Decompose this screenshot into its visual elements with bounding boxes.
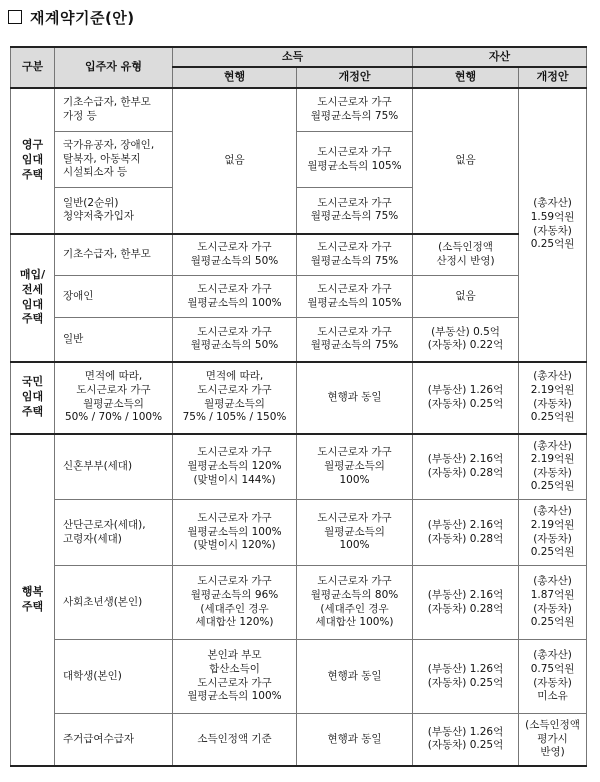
income-revised-cell: 도시근로자 가구 월평균소득의 100% — [297, 500, 413, 566]
header-income-revised: 개정안 — [297, 67, 413, 87]
header-assets: 자산 — [413, 47, 587, 67]
assets-revised-cell: (총자산) 2.19억원 (자동차) 0.25억원 — [519, 500, 587, 566]
header-income-current: 현행 — [173, 67, 297, 87]
header-category: 구분 — [11, 47, 55, 88]
income-revised-cell: 현행과 동일 — [297, 362, 413, 434]
tenant-type-cell: 주거급여수급자 — [55, 714, 173, 766]
tenant-type-cell: 산단근로자(세대), 고령자(세대) — [55, 500, 173, 566]
assets-current-cell: 없음 — [413, 276, 519, 318]
income-current-cell: 도시근로자 가구 월평균소득의 100% — [173, 276, 297, 318]
assets-revised-cell: (총자산) 2.19억원 (자동차) 0.25억원 — [519, 434, 587, 500]
assets-current-cell: (부동산) 0.5억 (자동차) 0.22억 — [413, 318, 519, 362]
tenant-type-cell: 국가유공자, 장애인, 탈북자, 아동복지 시설퇴소자 등 — [55, 132, 173, 188]
income-current-cell: 도시근로자 가구 월평균소득의 50% — [173, 318, 297, 362]
assets-current-cell: (부동산) 1.26억 (자동차) 0.25억 — [413, 714, 519, 766]
tenant-type-cell: 신혼부부(세대) — [55, 434, 173, 500]
tenant-type-cell: 기초수급자, 한부모 — [55, 234, 173, 276]
assets-revised-cell: (총자산) 2.19억원 (자동차) 0.25억원 — [519, 362, 587, 434]
income-revised-cell: 현행과 동일 — [297, 714, 413, 766]
header-assets-current: 현행 — [413, 67, 519, 87]
assets-current-cell: (부동산) 2.16억 (자동차) 0.28억 — [413, 566, 519, 640]
assets-revised-cell: (소득인정액 평가시 반영) — [519, 714, 587, 766]
income-revised-cell: 도시근로자 가구 월평균소득의 100% — [297, 434, 413, 500]
tenant-type-cell: 일반(2순위) 청약저축가입자 — [55, 188, 173, 234]
tenant-type-cell: 장애인 — [55, 276, 173, 318]
document-title — [8, 6, 135, 28]
assets-current-cell: 없음 — [413, 88, 519, 234]
income-current-cell: 도시근로자 가구 월평균소득의 50% — [173, 234, 297, 276]
income-revised-cell: 도시근로자 가구 월평균소득의 80% (세대주인 경우 세대합산 100%) — [297, 566, 413, 640]
income-current-cell: 없음 — [173, 88, 297, 234]
assets-revised-cell: (총자산) 0.75억원 (자동차) 미소유 — [519, 640, 587, 714]
title-text: 재계약기준(안) — [30, 8, 135, 27]
tenant-type-cell: 면적에 따라, 도시근로자 가구 월평균소득의 50% / 70% / 100% — [55, 362, 173, 434]
assets-current-cell: (부동산) 2.16억 (자동차) 0.28억 — [413, 500, 519, 566]
tenant-type-cell: 사회초년생(본인) — [55, 566, 173, 640]
category-national-rental: 국민 임대 주택 — [11, 362, 55, 434]
income-revised-cell: 도시근로자 가구 월평균소득의 75% — [297, 318, 413, 362]
checkbox-square-icon — [8, 10, 22, 24]
tenant-type-cell: 기초수급자, 한부모 가정 등 — [55, 88, 173, 132]
header-assets-revised: 개정안 — [519, 67, 587, 87]
category-permanent-rental: 영구 임대 주택 — [11, 88, 55, 234]
income-current-cell: 소득인정액 기준 — [173, 714, 297, 766]
assets-current-cell: (부동산) 1.26억 (자동차) 0.25억 — [413, 640, 519, 714]
assets-revised-cell: (총자산) 1.87억원 (자동차) 0.25억원 — [519, 566, 587, 640]
income-current-cell: 도시근로자 가구 월평균소득의 96% (세대주인 경우 세대합산 120%) — [173, 566, 297, 640]
income-current-cell: 도시근로자 가구 월평균소득의 100% (맞벌이시 120%) — [173, 500, 297, 566]
income-current-cell: 면적에 따라, 도시근로자 가구 월평균소득의 75% / 105% / 150% — [173, 362, 297, 434]
income-revised-cell: 도시근로자 가구 월평균소득의 105% — [297, 132, 413, 188]
category-purchase-lease-rental: 매입/ 전세 임대 주택 — [11, 234, 55, 362]
tenant-type-cell: 대학생(본인) — [55, 640, 173, 714]
assets-current-cell: (부동산) 2.16억 (자동차) 0.28억 — [413, 434, 519, 500]
category-happy-housing: 행복 주택 — [11, 434, 55, 766]
income-revised-cell: 도시근로자 가구 월평균소득의 75% — [297, 88, 413, 132]
renewal-criteria-table — [10, 46, 587, 767]
assets-revised-shared-cell: (총자산) 1.59억원 (자동차) 0.25억원 — [519, 88, 587, 362]
assets-current-cell: (부동산) 1.26억 (자동차) 0.25억 — [413, 362, 519, 434]
assets-current-cell: (소득인정액 산정시 반영) — [413, 234, 519, 276]
tenant-type-cell: 일반 — [55, 318, 173, 362]
income-current-cell: 본인과 부모 합산소득이 도시근로자 가구 월평균소득의 100% — [173, 640, 297, 714]
income-revised-cell: 도시근로자 가구 월평균소득의 105% — [297, 276, 413, 318]
income-revised-cell: 현행과 동일 — [297, 640, 413, 714]
income-revised-cell: 도시근로자 가구 월평균소득의 75% — [297, 188, 413, 234]
header-income: 소득 — [173, 47, 413, 67]
header-tenant-type: 입주자 유형 — [55, 47, 173, 88]
income-current-cell: 도시근로자 가구 월평균소득의 120% (맞벌이시 144%) — [173, 434, 297, 500]
income-revised-cell: 도시근로자 가구 월평균소득의 75% — [297, 234, 413, 276]
